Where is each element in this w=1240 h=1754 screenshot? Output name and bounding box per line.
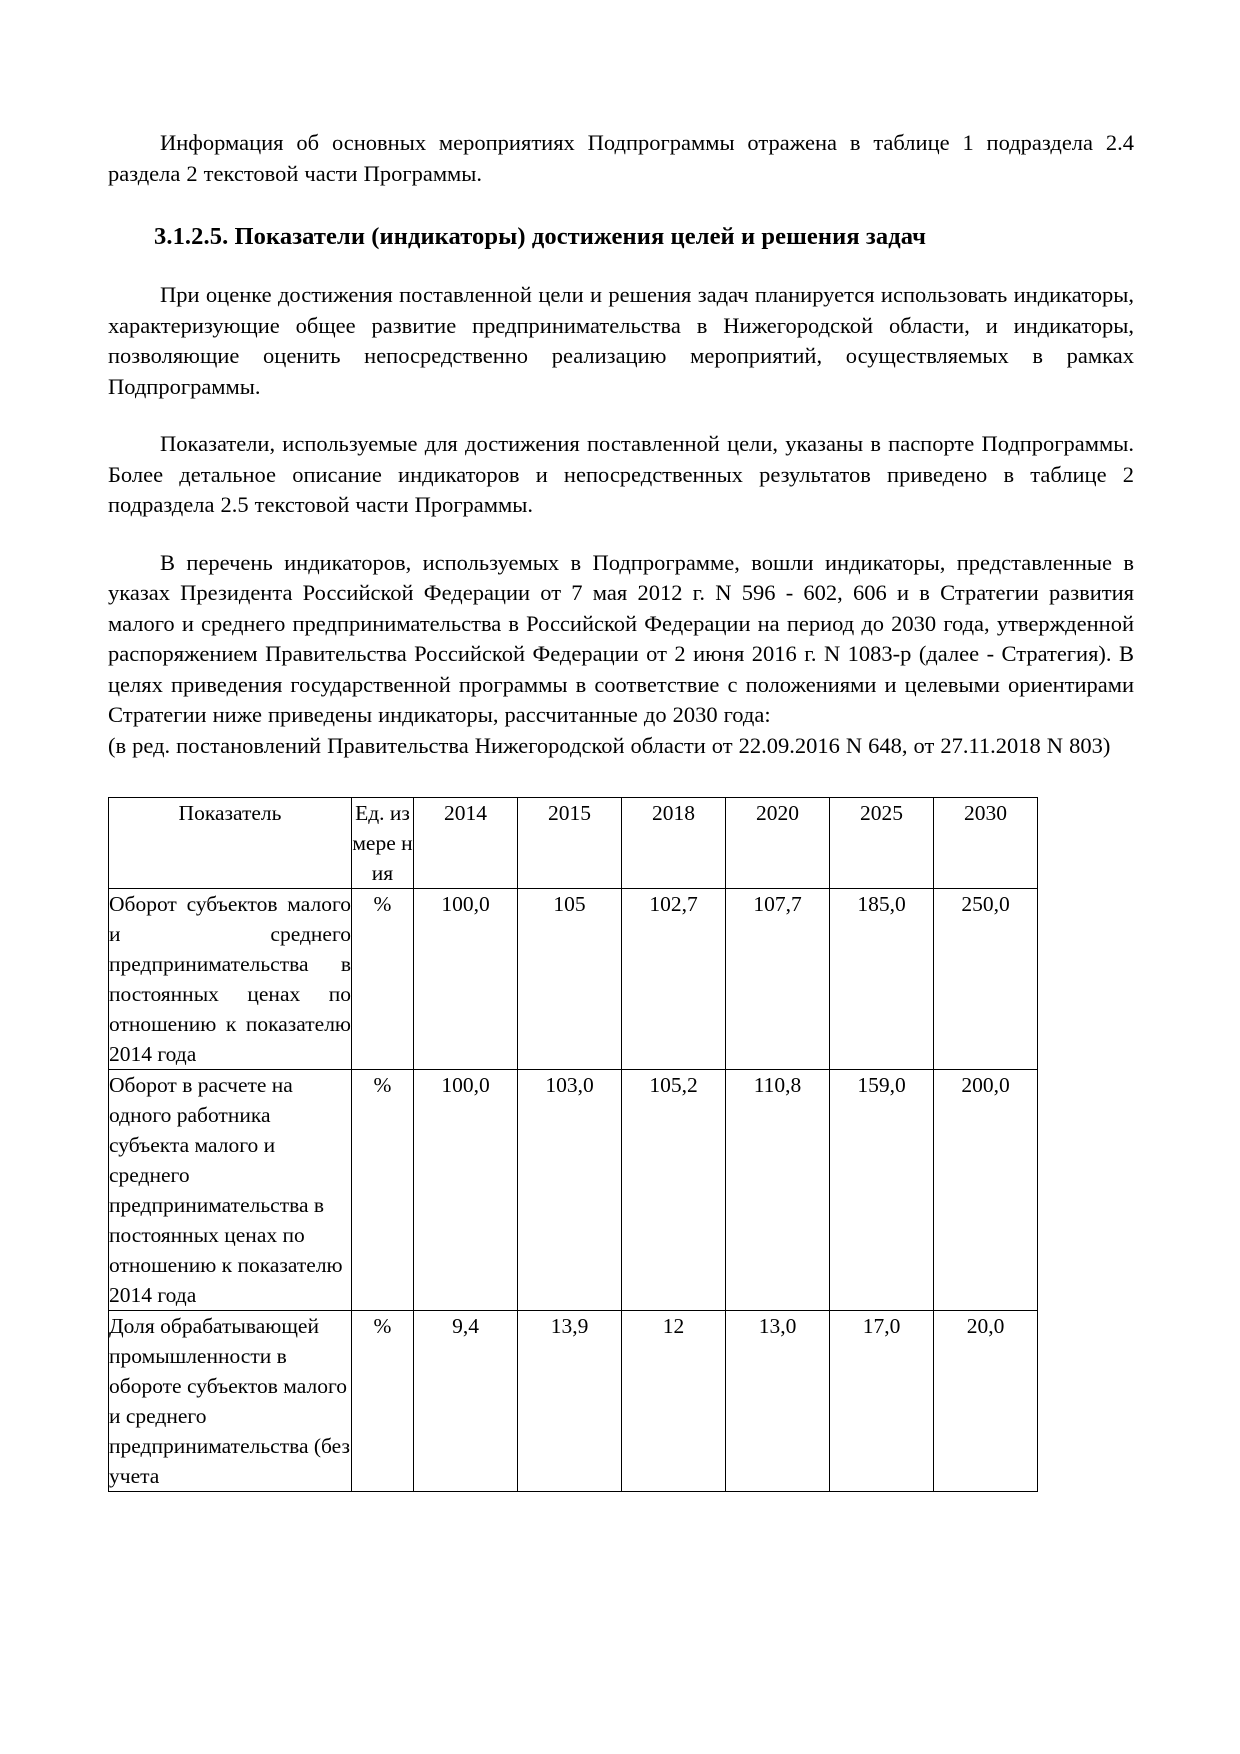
amendment-note: (в ред. постановлений Правительства Нижегородской области от 22.09.2016 N 648, от 27.11.2018 N 803) xyxy=(108,732,1111,758)
paragraph-indicators-usage: При оценке достижения поставленной цели и решения задач планируется использовать индикаторы, характеризующие общее развитие предпринимательства в Нижегородской области, и индикаторы, позволяющие оценить непосредственно реализацию мероприятий, осуществляемых в рамках Подпрограммы. xyxy=(108,282,1134,399)
row-value-2015: 105 xyxy=(518,889,622,1070)
row-value-2030: 250,0 xyxy=(934,889,1038,1070)
column-header-indicator: Показатель xyxy=(109,798,352,889)
row-value-2014: 100,0 xyxy=(414,889,518,1070)
row-indicator-name: Оборот в расчете на одного работника субъекта малого и среднего предпринимательства в постоянных ценах по отношению к показателю 2014 года xyxy=(109,1070,352,1311)
table-header-row xyxy=(109,798,1038,889)
row-value-2015: 103,0 xyxy=(518,1070,622,1311)
row-value-2018: 102,7 xyxy=(622,889,726,1070)
row-value-2018: 12 xyxy=(622,1311,726,1492)
column-header-unit: Ед. измере ния xyxy=(352,798,414,889)
row-value-2015: 13,9 xyxy=(518,1311,622,1492)
row-value-2025: 159,0 xyxy=(830,1070,934,1311)
row-unit: % xyxy=(352,1070,414,1311)
column-header-2020: 2020 xyxy=(726,798,830,889)
column-header-2025: 2025 xyxy=(830,798,934,889)
row-value-2014: 100,0 xyxy=(414,1070,518,1311)
table-row xyxy=(109,889,1038,1070)
paragraph-passport-reference: Показатели, используемые для достижения поставленной цели, указаны в паспорте Подпрограммы. Более детальное описание индикаторов и непосредственных результатов приведено в таблице 2 подраздела 2.5 текстовой части Программы. xyxy=(108,431,1134,517)
row-value-2020: 107,7 xyxy=(726,889,830,1070)
table-row xyxy=(109,1070,1038,1311)
row-value-2020: 110,8 xyxy=(726,1070,830,1311)
row-value-2030: 20,0 xyxy=(934,1311,1038,1492)
row-value-2025: 185,0 xyxy=(830,889,934,1070)
row-value-2014: 9,4 xyxy=(414,1311,518,1492)
row-value-2020: 13,0 xyxy=(726,1311,830,1492)
row-value-2018: 105,2 xyxy=(622,1070,726,1311)
row-unit: % xyxy=(352,889,414,1070)
column-header-2018: 2018 xyxy=(622,798,726,889)
section-heading: 3.1.2.5. Показатели (индикаторы) достижения целей и решения задач xyxy=(154,223,926,250)
page-content xyxy=(108,128,1134,1492)
paragraph-intro: Информация об основных мероприятиях Подпрограммы отражена в таблице 1 подраздела 2.4 раздела 2 текстовой части Программы. xyxy=(108,130,1134,186)
column-header-2014: 2014 xyxy=(414,798,518,889)
column-header-2030: 2030 xyxy=(934,798,1038,889)
column-header-2015: 2015 xyxy=(518,798,622,889)
indicators-table-wrapper xyxy=(108,797,1134,1492)
paragraph-legal-basis: В перечень индикаторов, используемых в Подпрограмме, вошли индикаторы, представленные в указах Президента Российской Федерации от 7 мая 2012 г. N 596 - 602, 606 и в Стратегии развития малого и среднего предпринимательства в Российской Федерации на период до 2030 года, утвержденной распоряжением Правительства Российской Федерации от 2 июня 2016 г. N 1083-р (далее - Стратегия). В целях приведения государственной программы в соответствие с положениями и целевыми ориентирами Стратегии ниже приведены индикаторы, рассчитанные до 2030 года: xyxy=(108,549,1134,727)
row-value-2025: 17,0 xyxy=(830,1311,934,1492)
row-indicator-name: Оборот субъектов малого и среднего предпринимательства в постоянных ценах по отношению к показателю 2014 года xyxy=(109,889,352,1070)
row-indicator-name: Доля обрабатывающей промышленности в обороте субъектов малого и среднего предпринимательства (без учета xyxy=(109,1311,352,1492)
indicators-table xyxy=(108,797,1038,1492)
row-value-2030: 200,0 xyxy=(934,1070,1038,1311)
table-row xyxy=(109,1311,1038,1492)
row-unit: % xyxy=(352,1311,414,1492)
